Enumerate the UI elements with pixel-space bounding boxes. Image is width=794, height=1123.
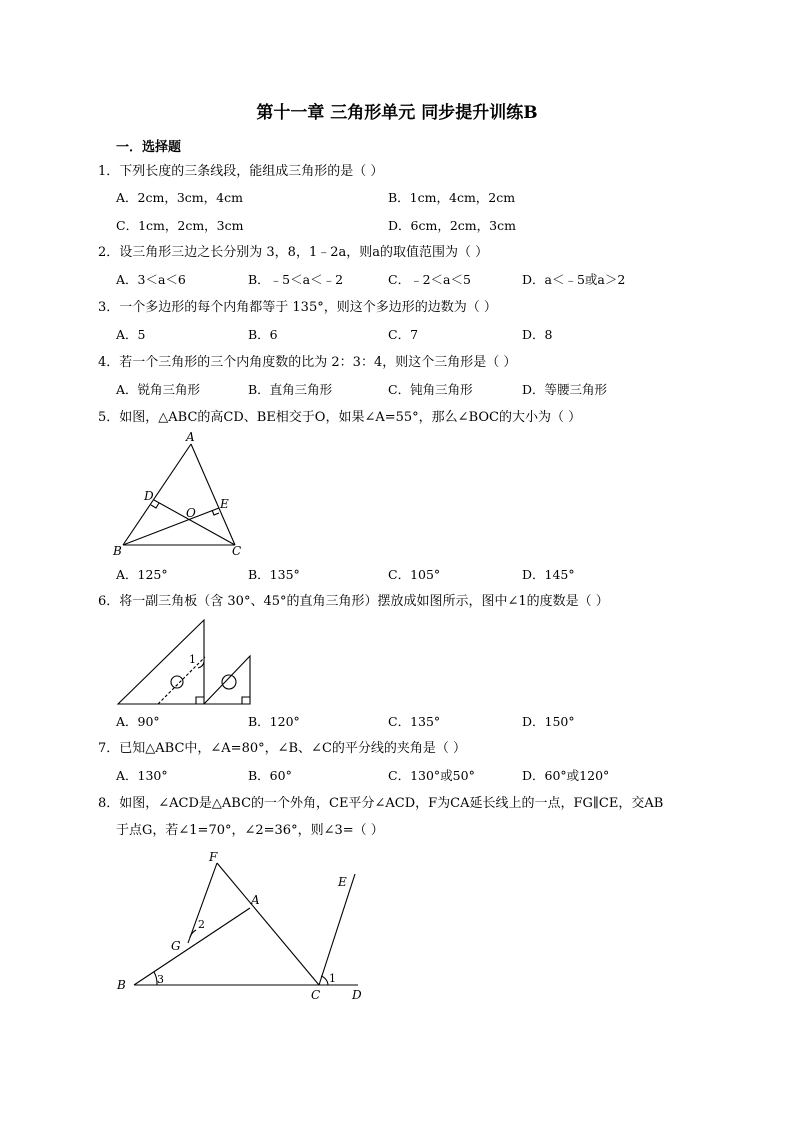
q3-option-a: A．5 xyxy=(116,327,146,342)
q3-option-c: C．7 xyxy=(388,327,419,342)
q8-stem-line1: 8．如图，∠ACD是△ABC的一个外角，CE平分∠ACD，F为CA延长线上的一点，FG∥CE，交AB xyxy=(98,796,664,811)
q8-label-f: F xyxy=(209,850,218,864)
q8-label-a: A xyxy=(251,893,260,907)
q6-option-d: D．150° xyxy=(522,714,575,729)
q7-option-c: C．130°或50° xyxy=(388,768,475,783)
q5-label-d: D xyxy=(144,489,154,503)
q3-option-b: B．6 xyxy=(248,327,278,342)
q7-stem: 7．已知△ABC中，∠A=80°，∠B、∠C的平分线的夹角是（ ） xyxy=(98,741,467,756)
q4-stem: 4．若一个三角形的三个内角度数的比为 2：3：4，则这个三角形是（ ） xyxy=(98,355,517,370)
section-heading: 一．选择题 xyxy=(116,140,182,155)
q5-label-a: A xyxy=(186,430,195,444)
q8-stem-line2: 于点G，若∠1=70°，∠2=36°，则∠3=（ ） xyxy=(116,823,384,838)
q7-option-b: B．60° xyxy=(248,768,292,783)
q6-option-c: C．135° xyxy=(388,714,441,729)
q8-angle-1-label: 1 xyxy=(329,972,336,985)
q5-label-e: E xyxy=(220,497,229,511)
q1-option-c: C．1cm，2cm，3cm xyxy=(116,218,244,233)
q8-triangle-figure xyxy=(110,846,370,1006)
q2-option-a: A．3＜a＜6 xyxy=(116,272,186,287)
q1-option-b: B．1cm，4cm，2cm xyxy=(388,190,516,205)
q7-option-a: A．130° xyxy=(116,768,168,783)
q6-option-a: A．90° xyxy=(116,714,160,729)
q3-stem: 3．一个多边形的每个内角都等于 135°，则这个多边形的边数为（ ） xyxy=(98,300,497,315)
q6-set-squares-figure xyxy=(110,616,260,708)
q8-angle-3-label: 3 xyxy=(157,973,164,986)
q2-option-d: D．a＜﹣5或a＞2 xyxy=(522,272,626,287)
q4-option-c: C．钝角三角形 xyxy=(388,382,473,397)
q5-label-c: C xyxy=(232,544,242,558)
q1-option-a: A．2cm，3cm，4cm xyxy=(116,190,243,205)
q8-label-b: B xyxy=(117,978,126,992)
q8-label-e: E xyxy=(338,875,347,889)
q1-option-d: D．6cm，2cm，3cm xyxy=(388,218,516,233)
q5-option-a: A．125° xyxy=(116,567,168,582)
q1-stem: 1．下列长度的三条线段，能组成三角形的是（ ） xyxy=(98,164,384,179)
q8-label-g: G xyxy=(171,939,181,953)
q8-label-c: C xyxy=(311,988,321,1002)
q8-angle-2-label: 2 xyxy=(198,918,205,931)
q4-option-b: B．直角三角形 xyxy=(248,382,333,397)
q5-option-d: D．145° xyxy=(522,567,575,582)
q4-option-d: D．等腰三角形 xyxy=(522,382,608,397)
q5-label-o: O xyxy=(186,506,196,520)
q5-triangle-figure xyxy=(108,428,258,563)
q5-stem: 5．如图，△ABC的高CD、BE相交于O，如果∠A=55°，那么∠BOC的大小为（ ） xyxy=(98,410,582,425)
q7-option-d: D．60°或120° xyxy=(522,768,610,783)
q5-option-b: B．135° xyxy=(248,567,300,582)
q8-label-d: D xyxy=(352,988,362,1002)
q4-option-a: A．锐角三角形 xyxy=(116,382,201,397)
q6-stem: 6．将一副三角板（含 30°、45°的直角三角形）摆放成如图所示，图中∠1的度数是（ ） xyxy=(98,594,609,609)
q5-option-c: C．105° xyxy=(388,567,441,582)
q2-option-b: B．﹣5＜a＜﹣2 xyxy=(248,272,344,287)
page-title: 第十一章 三角形单元 同步提升训练B xyxy=(256,103,538,123)
q3-option-d: D．8 xyxy=(522,327,553,342)
q2-option-c: C．﹣2＜a＜5 xyxy=(388,272,471,287)
q6-angle-1-label: 1 xyxy=(189,653,196,666)
q2-stem: 2．设三角形三边之长分别为 3，8，1﹣2a，则a的取值范围为（ ） xyxy=(98,245,489,260)
q5-label-b: B xyxy=(113,544,122,558)
q6-option-b: B．120° xyxy=(248,714,300,729)
